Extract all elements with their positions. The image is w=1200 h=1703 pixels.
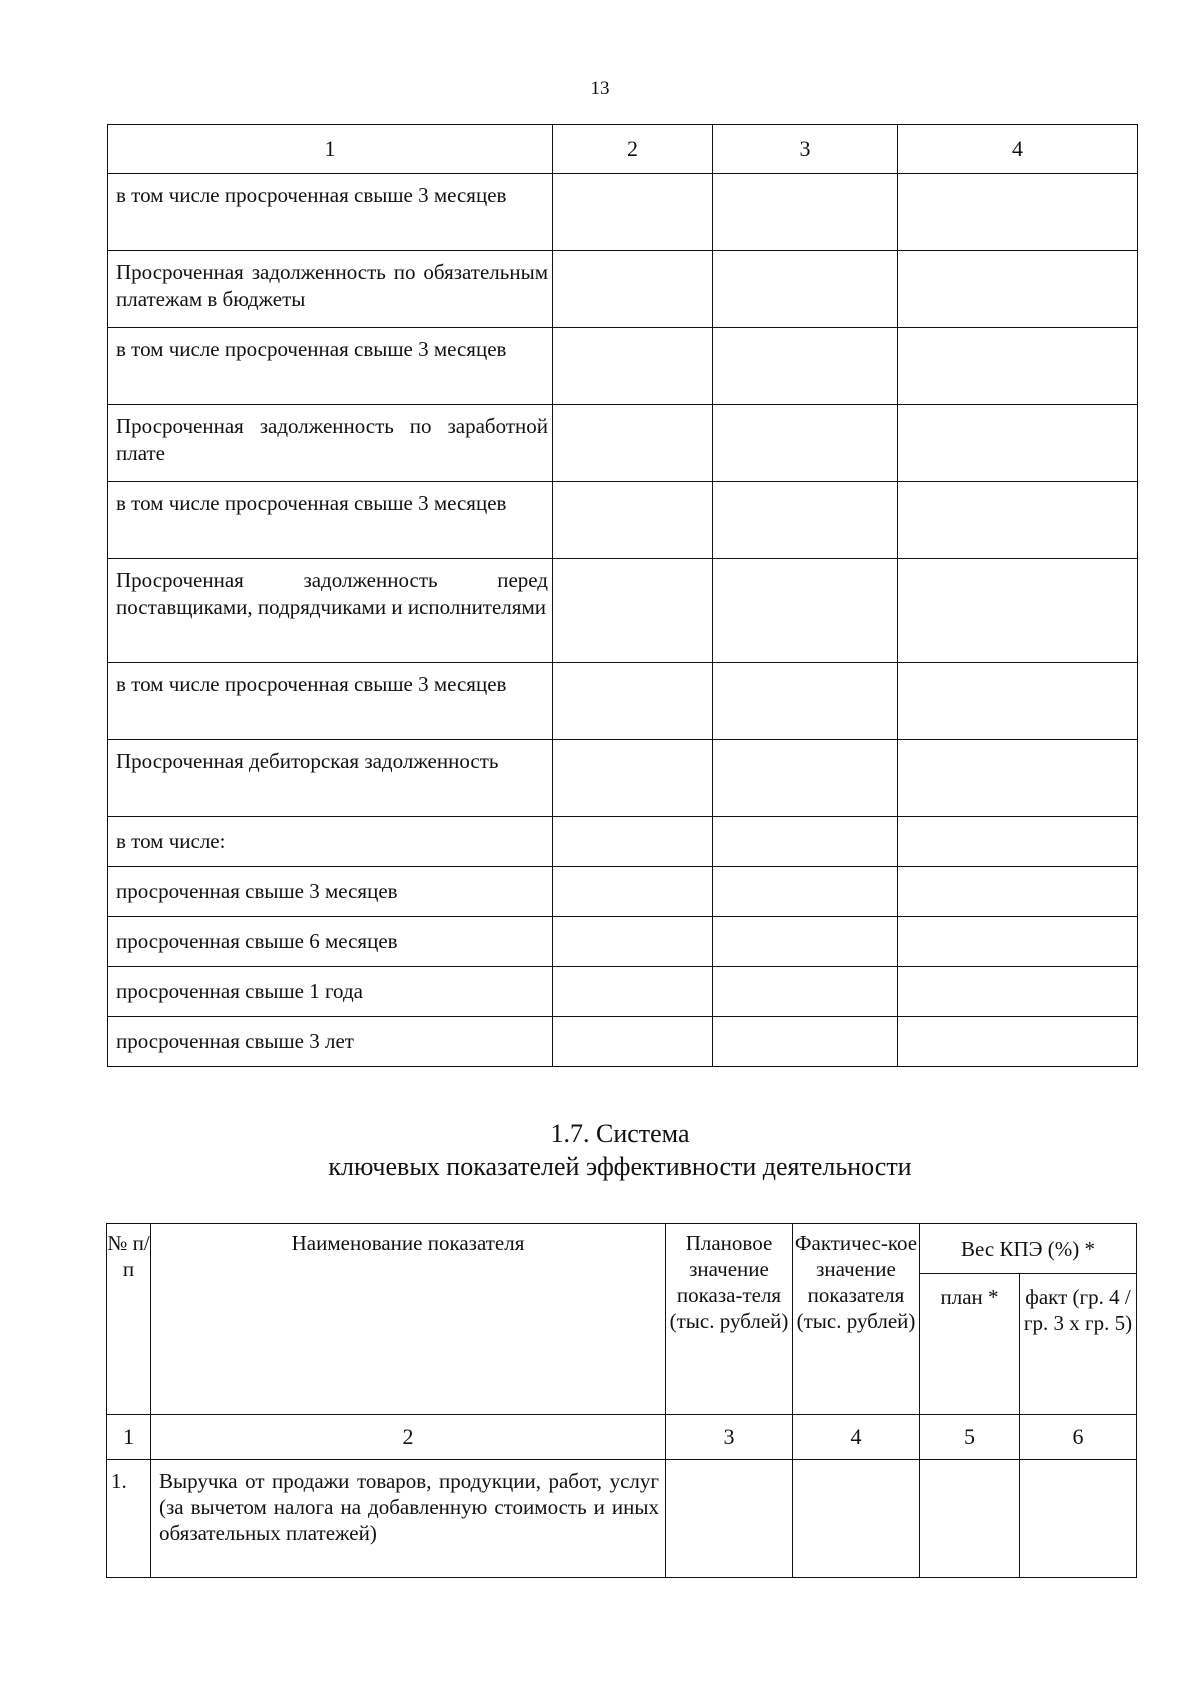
value-cell (713, 174, 898, 251)
value-cell (666, 1460, 793, 1578)
table-row (108, 405, 1138, 482)
column-header: 2 (553, 125, 713, 174)
value-cell (898, 867, 1138, 917)
column-header-weight-plan: план * (920, 1274, 1020, 1415)
value-cell (898, 817, 1138, 867)
value-cell (553, 174, 713, 251)
column-number: 5 (920, 1415, 1020, 1460)
column-header-fact-value: Фактичес-кое значение показателя (тыс. рублей) (793, 1224, 920, 1415)
value-cell (898, 174, 1138, 251)
value-cell (898, 328, 1138, 405)
value-cell (553, 740, 713, 817)
value-cell (713, 867, 898, 917)
row-label: просроченная свыше 6 месяцев (108, 917, 553, 967)
row-label: в том числе просроченная свыше 3 месяцев (108, 663, 553, 740)
value-cell (553, 482, 713, 559)
table-row (108, 482, 1138, 559)
table-row (108, 251, 1138, 328)
column-header-num: № п/п (107, 1224, 151, 1415)
value-cell (898, 967, 1138, 1017)
table-header-row (107, 1224, 1137, 1274)
table-header-row (108, 125, 1138, 174)
column-header-weight-fact: факт (гр. 4 / гр. 3 х гр. 5) (1020, 1274, 1137, 1415)
column-number: 3 (666, 1415, 793, 1460)
row-label: в том числе: (108, 817, 553, 867)
table-row (108, 174, 1138, 251)
value-cell (713, 1017, 898, 1067)
value-cell (713, 328, 898, 405)
value-cell (920, 1460, 1020, 1578)
value-cell (898, 1017, 1138, 1067)
column-numbers-row (107, 1415, 1137, 1460)
value-cell (713, 740, 898, 817)
table-row (108, 740, 1138, 817)
table-row (108, 559, 1138, 663)
value-cell (898, 482, 1138, 559)
row-label: в том числе просроченная свыше 3 месяцев (108, 482, 553, 559)
value-cell (553, 967, 713, 1017)
value-cell (553, 559, 713, 663)
value-cell (898, 663, 1138, 740)
value-cell (898, 251, 1138, 328)
column-header: 1 (108, 125, 553, 174)
table-row (108, 663, 1138, 740)
row-label: в том числе просроченная свыше 3 месяцев (108, 328, 553, 405)
value-cell (713, 251, 898, 328)
row-label: просроченная свыше 3 лет (108, 1017, 553, 1067)
value-cell (553, 817, 713, 867)
table-row (108, 967, 1138, 1017)
column-header: 3 (713, 125, 898, 174)
row-label: Просроченная задолженность перед поставщиками, подрядчиками и исполнителями (108, 559, 553, 663)
row-label: Просроченная дебиторская задолженность (108, 740, 553, 817)
row-label: просроченная свыше 3 месяцев (108, 867, 553, 917)
value-cell (898, 917, 1138, 967)
debt-table (107, 124, 1138, 1067)
value-cell (713, 967, 898, 1017)
column-header-weight: Вес КПЭ (%) * (920, 1224, 1137, 1274)
section-title-line-2: ключевых показателей эффективности деятельности (328, 1152, 912, 1181)
row-label: Просроченная задолженность по заработной плате (108, 405, 553, 482)
value-cell (553, 251, 713, 328)
value-cell (553, 405, 713, 482)
value-cell (793, 1460, 920, 1578)
value-cell (713, 559, 898, 663)
section-title-line-1: 1.7. Система (550, 1119, 690, 1148)
table-row (108, 1017, 1138, 1067)
value-cell (553, 917, 713, 967)
value-cell (898, 740, 1138, 817)
column-header: 4 (898, 125, 1138, 174)
row-label: Просроченная задолженность по обязательным платежам в бюджеты (108, 251, 553, 328)
value-cell (713, 482, 898, 559)
value-cell (553, 328, 713, 405)
value-cell (713, 663, 898, 740)
table-row (107, 1460, 1137, 1578)
column-header-name: Наименование показателя (151, 1224, 666, 1415)
column-number: 1 (107, 1415, 151, 1460)
value-cell (1020, 1460, 1137, 1578)
column-number: 2 (151, 1415, 666, 1460)
value-cell (553, 1017, 713, 1067)
value-cell (713, 917, 898, 967)
value-cell (713, 817, 898, 867)
column-number: 6 (1020, 1415, 1137, 1460)
value-cell (553, 663, 713, 740)
table-row (108, 328, 1138, 405)
value-cell (553, 867, 713, 917)
value-cell (713, 405, 898, 482)
row-label: в том числе просроченная свыше 3 месяцев (108, 174, 553, 251)
table-row (108, 917, 1138, 967)
kpi-table (106, 1223, 1137, 1578)
value-cell (898, 405, 1138, 482)
row-label: просроченная свыше 1 года (108, 967, 553, 1017)
row-label: Выручка от продажи товаров, продукции, работ, услуг (за вычетом налога на добавленную стоимость и иных обязательных платежей) (151, 1460, 666, 1578)
row-number: 1. (107, 1460, 151, 1578)
table-row (108, 817, 1138, 867)
value-cell (898, 559, 1138, 663)
table-row (108, 867, 1138, 917)
page-number: 13 (590, 78, 610, 99)
column-header-plan-value: Плановое значение показа-теля (тыс. рублей) (666, 1224, 793, 1415)
column-number: 4 (793, 1415, 920, 1460)
